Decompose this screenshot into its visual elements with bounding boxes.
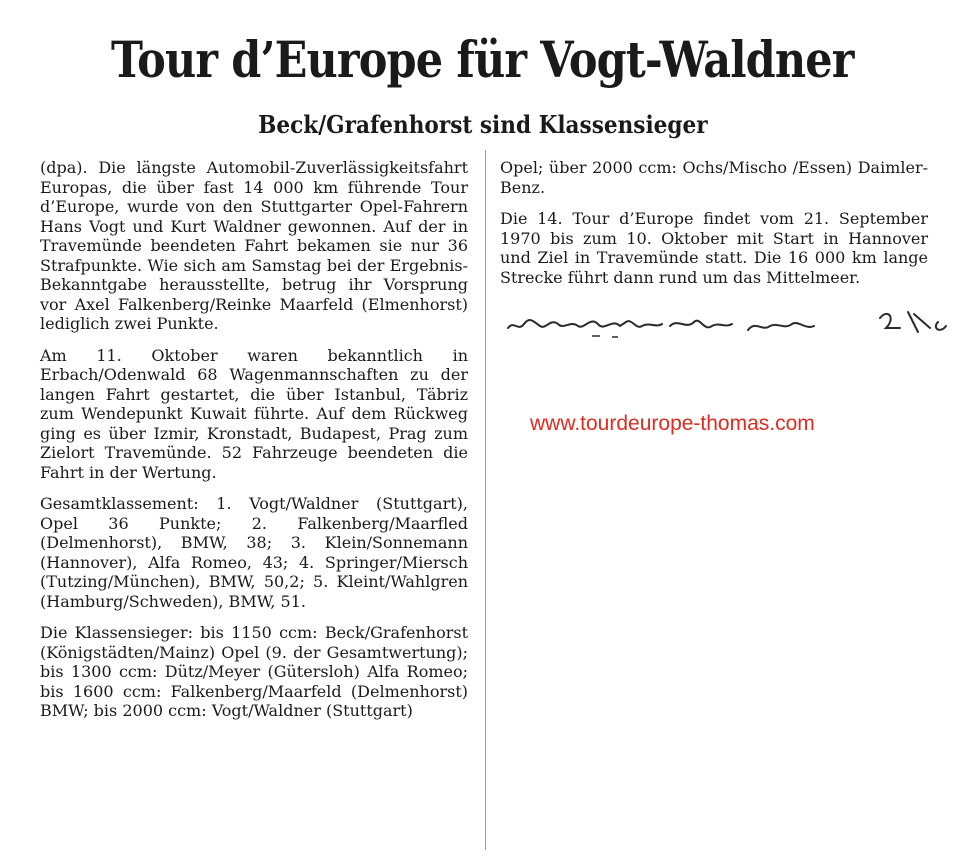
right-column: [500, 158, 928, 299]
paragraph-intro: (dpa). Die längste Automobil-Zuverlässigkeitsfahrt Europas, die über fast 14 000 km führende Tour d’Europe, wurde von den Stuttgarter Opel-Fahrern Hans Vogt und Kurt Waldner gewonnen. Auf der in Travemünde beendeten Fahrt bekamen sie nur 36 Strafpunkte. Wie sich am Samstag bei der Ergebnis-Bekanntgabe herausstellte, betrug ihr Vorsprung vor Axel Falkenberg/Reinke Maarfeld (Elmenhorst) lediglich zwei Punkte.: [40, 158, 468, 333]
subheadline: Beck/Grafenhorst sind Klassensieger: [258, 110, 708, 139]
paragraph-class-winners-cont: Opel; über 2000 ccm: Ochs/Mischo /Essen) Daimler-Benz.: [500, 158, 928, 197]
paragraph-standings: Gesamtklassement: 1. Vogt/Waldner (Stuttgart), Opel 36 Punkte; 2. Falkenberg/Maarfled (Delmenhorst), BMW, 38; 3. Klein/Sonnemann (Hannover), Alfa Romeo, 43; 4. Springer/Miersch (Tutzing/München), BMW, 50,2; 5. Kleint/Wahlgren (Hamburg/Schweden), BMW, 51.: [40, 494, 468, 611]
handwritten-note: [500, 304, 955, 342]
paragraph-class-winners: Die Klassensieger: bis 1150 ccm: Beck/Grafenhorst (Königstädten/Mainz) Opel (9. der Gesamtwertung); bis 1300 ccm: Dütz/Meyer (Gütersloh) Alfa Romeo; bis 1600 ccm: Falkenberg/Maarfeld (Delmenhorst) BMW; bis 2000 ccm: Vogt/Waldner (Stuttgart): [40, 623, 468, 720]
paragraph-next-tour: Die 14. Tour d’Europe findet vom 21. September 1970 bis zum 10. Oktober mit Start in Hannover und Ziel in Travemünde statt. Die 16 000 km lange Strecke führt dann rund um das Mittelmeer.: [500, 209, 928, 287]
paragraph-route: Am 11. Oktober waren bekanntlich in Erbach/Odenwald 68 Wagenmannschaften zu der langen Fahrt gestartet, die über Istanbul, Täbriz zum Wendepunkt Kuwait führte. Auf dem Rückweg ging es über Izmir, Kronstadt, Budapest, Prag zum Zielort Travemünde. 52 Fahrzeuge beendeten die Fahrt in der Wertung.: [40, 345, 468, 482]
left-column: [40, 158, 468, 733]
column-divider: [485, 150, 486, 850]
website-watermark: www.tourdeurope-thomas.com: [530, 412, 815, 435]
headline: Tour d’Europe für Vogt-Waldner: [110, 30, 854, 89]
